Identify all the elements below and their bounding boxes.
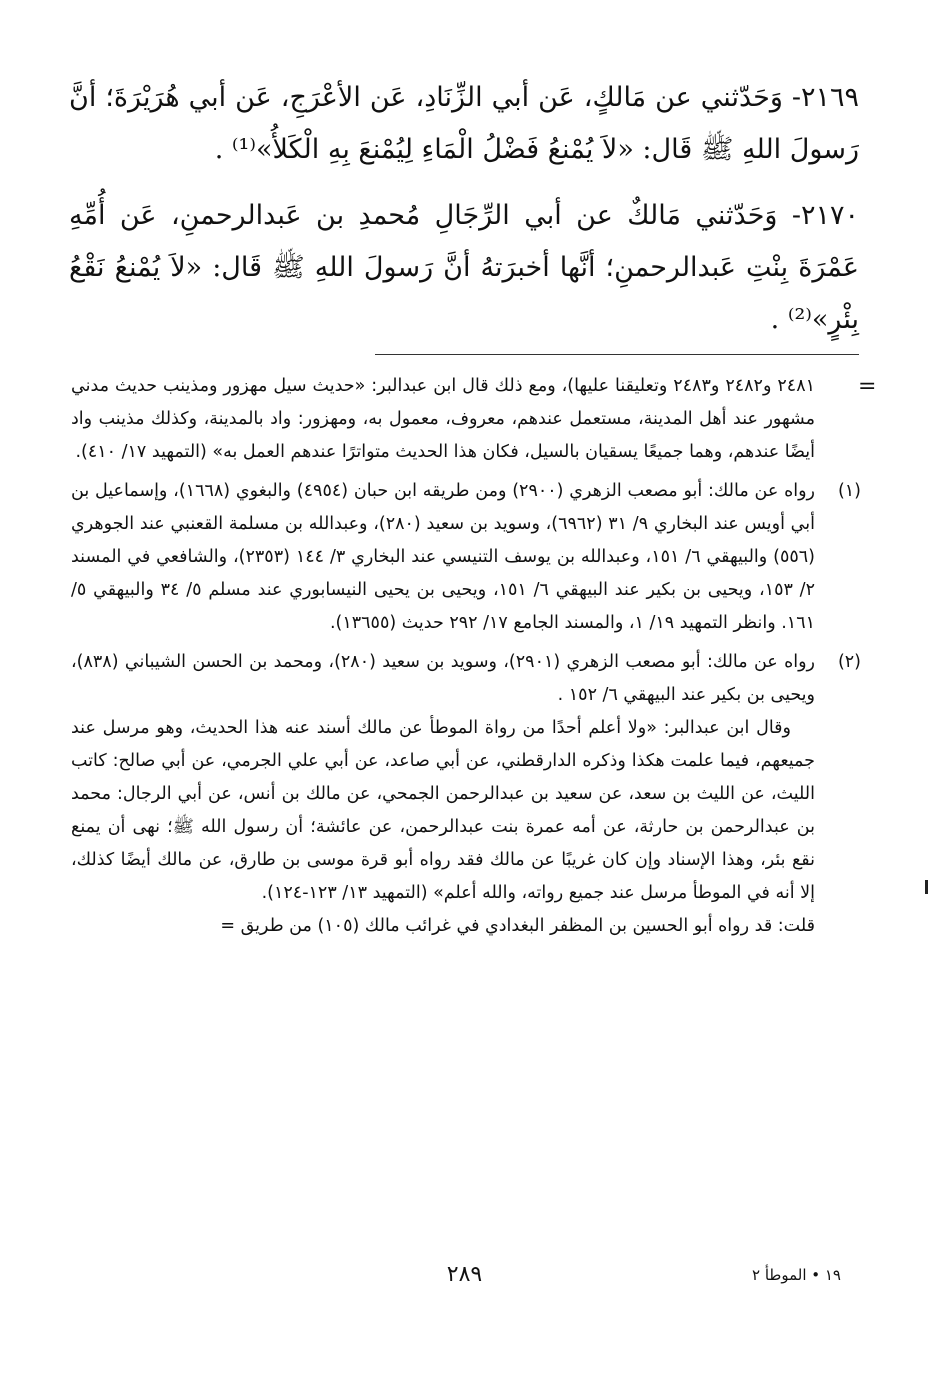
signature-mark: ١٩ • الموطأ ٢ bbox=[751, 1266, 841, 1284]
footnote-paragraph: ٢٤٨١ و٢٤٨٢ و٢٤٨٣ وتعليقنا عليها)، ومع ذلك قال ابن عبدالبر: «حديث سيل مهزور ومذينب حديث مدني مشهور عند أهل المدينة، مستعمل عندهم، معروف، معمول به، ومهزور: واد بالمدينة، وكذلك مذينب واد أيضًا عندهم، وهما جميعًا يسقيان بالسيل، فكان هذا الحديث متواترًا عندهم العمل به» (التمهيد ١٧/ ٤١٠). bbox=[71, 376, 815, 462]
footnote-1 bbox=[71, 475, 861, 640]
footnote-separator bbox=[375, 354, 859, 355]
footnote-paragraph: رواه عن مالك: أبو مصعب الزهري (٢٩٠١)، وسويد بن سعيد (٢٨٠)، ومحمد بن الحسن الشيباني (٨٣٨)، ويحيى بن بكير عند البيهقي ٦/ ١٥٢ . bbox=[71, 652, 816, 705]
footnote-marker: (١) bbox=[837, 481, 861, 501]
hadith-2169: ٢١٦٩- وَحَدّثني عن مَالكٍ، عَن أبي الزِّنَادِ، عَن الأعْرَجِ، عَن أبي هُرَيْرَةَ؛ أنَّ رَسولَ اللهِ ﷺ قَال: «لاَ يُمْنعُ فَضْلُ الْمَاءِ لِيُمْنعَ بِهِ الْكَلأُ»⁽¹⁾ . bbox=[69, 82, 859, 165]
continuation-mark: = bbox=[858, 374, 877, 399]
footnote-paragraph: رواه عن مالك: أبو مصعب الزهري (٢٩٠٠) ومن طريقه ابن حبان (٤٩٥٤) والبغوي (١٦٦٨)، وإسماعيل بن أبي أويس عند البخاري ٩/ ٣١ (٦٩٦٢)، وسويد بن سعيد (٢٨٠)، وعبدالله بن مسلمة القعنبي عند الجوهري (٥٥٦) والبيهقي ٦/ ١٥١، وعبدالله بن يوسف التنيسي عند البخاري ٣/ ١٤٤ (٢٣٥٣)، والشافعي في المسند ٢/ ١٥٣، ويحيى بن بكير عند البيهقي ٦/ ١٥١، ويحيى بن يحيى النيسابوري عند مسلم ٥/ ٣٤ والبيهقي ٥/ ١٦١. وانظر التمهيد ١٩/ ١، والمسند الجامع ١٧/ ٢٩٢ حديث (١٣٦٥٥). bbox=[71, 481, 816, 633]
footnotes bbox=[71, 370, 861, 949]
margin-mark bbox=[925, 880, 928, 894]
footnote-2 bbox=[71, 646, 861, 943]
footnote-continued bbox=[71, 370, 861, 469]
footnote-paragraph: قلت: قد رواه أبو الحسين بن المظفر البغدادي في غرائب مالك (١٠٥) من طريق = bbox=[220, 916, 815, 936]
page-number: ٢٨٩ bbox=[446, 1262, 483, 1287]
footnote-marker: (٢) bbox=[837, 652, 861, 672]
footnote-marker bbox=[815, 370, 861, 469]
footnote-paragraph: وقال ابن عبدالبر: «ولا أعلم أحدًا من رواة الموطأ عن مالك أسند عنه هذا الحديث، وهو مرسل عند جميعهم، فيما علمت هكذا وذكره الدارقطني، عن أبي صاعد، عن أبي علي الجرمي، عن أبي صالح: كاتب الليث، عن الليث بن سعد، عن سعيد بن عبدالرحمن الجمحي، عن مالك بن أنس، عن أبي الرجال: محمد بن عبدالرحمن بن حارثة، عن أمه عمرة بنت عبدالرحمن، عن عائشة؛ أن رسول الله ﷺ؛ نهى أن يمنع نقع بئر، وهذا الإسناد وإن كان غريبًا عن مالك فقد رواه أبو قرة موسى بن طارق، عن مالك أيضًا كذلك، إلا أنه في الموطأ مرسل عند جميع رواته، والله أعلم» (التمهيد ١٣/ ١٢٣-١٢٤). bbox=[71, 718, 815, 903]
hadith-2170: ٢١٧٠- وَحَدّثني مَالكٌ عن أبي الرِّجَالِ مُحمدِ بن عَبدالرحمنِ، عَن أُمِّهِ عَمْرَةَ بِنْتِ عَبدالرحمنِ؛ أنَّها أخبرَتهُ أنَّ رَسولَ اللهِ ﷺ قَال: «لاَ يُمْنعُ نَقْعُ بِئْرٍ»⁽²⁾ . bbox=[69, 200, 859, 335]
